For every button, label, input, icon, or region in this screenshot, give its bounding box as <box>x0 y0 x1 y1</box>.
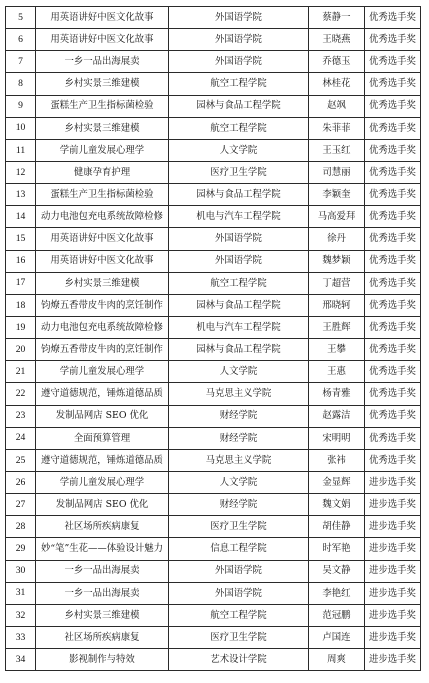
award-list-table <box>5 6 421 671</box>
college-cell: 人文学院 <box>169 471 309 493</box>
award-cell: 进步选手奖 <box>365 604 421 626</box>
project-cell: 蛋糕生产卫生指标菌检验 <box>36 95 169 117</box>
project-cell: 学前儿童发展心理学 <box>36 471 169 493</box>
project-cell: 乡村实景三维建模 <box>36 117 169 139</box>
award-cell: 优秀选手奖 <box>365 294 421 316</box>
college-cell: 园林与食品工程学院 <box>169 294 309 316</box>
table-row <box>6 449 421 471</box>
college-cell: 园林与食品工程学院 <box>169 184 309 206</box>
award-cell: 优秀选手奖 <box>365 95 421 117</box>
award-cell: 进步选手奖 <box>365 516 421 538</box>
contestant-name-cell: 金显辉 <box>309 471 365 493</box>
project-cell: 乡村实景三维建模 <box>36 73 169 95</box>
college-cell: 马克思主义学院 <box>169 449 309 471</box>
contestant-name-cell: 邢晓轲 <box>309 294 365 316</box>
award-cell: 优秀选手奖 <box>365 316 421 338</box>
college-cell: 外国语学院 <box>169 250 309 272</box>
award-cell: 进步选手奖 <box>365 582 421 604</box>
table-body <box>6 7 421 671</box>
table-row <box>6 294 421 316</box>
contestant-name-cell: 时军艳 <box>309 538 365 560</box>
college-cell: 航空工程学院 <box>169 272 309 294</box>
project-cell: 遵守道德规范，锤炼道德品质 <box>36 449 169 471</box>
project-cell: 一乡一品出海展卖 <box>36 51 169 73</box>
table-row <box>6 538 421 560</box>
award-cell: 优秀选手奖 <box>365 7 421 29</box>
award-cell: 优秀选手奖 <box>365 272 421 294</box>
project-cell: 钧燎五香带皮牛肉的烹饪制作 <box>36 339 169 361</box>
row-number-cell: 32 <box>6 604 36 626</box>
row-number-cell: 28 <box>6 516 36 538</box>
contestant-name-cell: 周爽 <box>309 649 365 671</box>
contestant-name-cell: 张祎 <box>309 449 365 471</box>
award-cell: 优秀选手奖 <box>365 139 421 161</box>
row-number-cell: 6 <box>6 29 36 51</box>
college-cell: 外国语学院 <box>169 582 309 604</box>
award-cell: 优秀选手奖 <box>365 51 421 73</box>
contestant-name-cell: 魏文娟 <box>309 494 365 516</box>
college-cell: 航空工程学院 <box>169 117 309 139</box>
table-row <box>6 626 421 648</box>
project-cell: 社区场所疾病康复 <box>36 626 169 648</box>
row-number-cell: 18 <box>6 294 36 316</box>
table-row <box>6 73 421 95</box>
award-cell: 优秀选手奖 <box>365 405 421 427</box>
college-cell: 人文学院 <box>169 361 309 383</box>
contestant-name-cell: 马高爱拜 <box>309 206 365 228</box>
project-cell: 发制品网店 SEO 优化 <box>36 405 169 427</box>
contestant-name-cell: 乔德玉 <box>309 51 365 73</box>
contestant-name-cell: 朱菲菲 <box>309 117 365 139</box>
contestant-name-cell: 杨青雅 <box>309 383 365 405</box>
college-cell: 人文学院 <box>169 139 309 161</box>
contestant-name-cell: 王攀 <box>309 339 365 361</box>
row-number-cell: 34 <box>6 649 36 671</box>
table-row <box>6 649 421 671</box>
college-cell: 航空工程学院 <box>169 73 309 95</box>
project-cell: 钧燎五香带皮牛肉的烹饪制作 <box>36 294 169 316</box>
row-number-cell: 31 <box>6 582 36 604</box>
project-cell: 影视制作与特效 <box>36 649 169 671</box>
row-number-cell: 25 <box>6 449 36 471</box>
contestant-name-cell: 卢国连 <box>309 626 365 648</box>
contestant-name-cell: 林桂花 <box>309 73 365 95</box>
table-row <box>6 383 421 405</box>
table-row <box>6 161 421 183</box>
contestant-name-cell: 吴文静 <box>309 560 365 582</box>
project-cell: 乡村实景三维建模 <box>36 272 169 294</box>
contestant-name-cell: 王惠 <box>309 361 365 383</box>
table-row <box>6 405 421 427</box>
row-number-cell: 15 <box>6 228 36 250</box>
award-cell: 优秀选手奖 <box>365 383 421 405</box>
award-cell: 优秀选手奖 <box>365 427 421 449</box>
row-number-cell: 17 <box>6 272 36 294</box>
college-cell: 马克思主义学院 <box>169 383 309 405</box>
contestant-name-cell: 范冠鹏 <box>309 604 365 626</box>
row-number-cell: 29 <box>6 538 36 560</box>
table-row <box>6 51 421 73</box>
table-row <box>6 95 421 117</box>
college-cell: 外国语学院 <box>169 51 309 73</box>
table-row <box>6 339 421 361</box>
table-row <box>6 250 421 272</box>
award-cell: 进步选手奖 <box>365 471 421 493</box>
row-number-cell: 7 <box>6 51 36 73</box>
college-cell: 财经学院 <box>169 405 309 427</box>
contestant-name-cell: 蔡静一 <box>309 7 365 29</box>
contestant-name-cell: 徐丹 <box>309 228 365 250</box>
award-cell: 进步选手奖 <box>365 560 421 582</box>
contestant-name-cell: 赵飒 <box>309 95 365 117</box>
college-cell: 财经学院 <box>169 494 309 516</box>
award-cell: 优秀选手奖 <box>365 29 421 51</box>
project-cell: 社区场所疾病康复 <box>36 516 169 538</box>
project-cell: 动力电池包充电系统故障检修 <box>36 206 169 228</box>
contestant-name-cell: 司慧丽 <box>309 161 365 183</box>
row-number-cell: 24 <box>6 427 36 449</box>
award-cell: 优秀选手奖 <box>365 73 421 95</box>
table-row <box>6 516 421 538</box>
project-cell: 遵守道德规范，锤炼道德品质 <box>36 383 169 405</box>
award-cell: 进步选手奖 <box>365 649 421 671</box>
award-cell: 优秀选手奖 <box>365 206 421 228</box>
table-row <box>6 117 421 139</box>
row-number-cell: 14 <box>6 206 36 228</box>
contestant-name-cell: 宋明明 <box>309 427 365 449</box>
table-row <box>6 139 421 161</box>
college-cell: 医疗卫生学院 <box>169 516 309 538</box>
row-number-cell: 21 <box>6 361 36 383</box>
contestant-name-cell: 王玉红 <box>309 139 365 161</box>
college-cell: 园林与食品工程学院 <box>169 95 309 117</box>
row-number-cell: 8 <box>6 73 36 95</box>
table-row <box>6 560 421 582</box>
award-cell: 优秀选手奖 <box>365 228 421 250</box>
contestant-name-cell: 丁超营 <box>309 272 365 294</box>
award-cell: 优秀选手奖 <box>365 361 421 383</box>
college-cell: 外国语学院 <box>169 560 309 582</box>
project-cell: 用英语讲好中医文化故事 <box>36 29 169 51</box>
project-cell: 用英语讲好中医文化故事 <box>36 228 169 250</box>
row-number-cell: 27 <box>6 494 36 516</box>
contestant-name-cell: 胡佳静 <box>309 516 365 538</box>
award-cell: 优秀选手奖 <box>365 250 421 272</box>
college-cell: 外国语学院 <box>169 7 309 29</box>
project-cell: 一乡一品出海展卖 <box>36 560 169 582</box>
table-row <box>6 206 421 228</box>
project-cell: 用英语讲好中医文化故事 <box>36 250 169 272</box>
college-cell: 艺术设计学院 <box>169 649 309 671</box>
project-cell: 发制品网店 SEO 优化 <box>36 494 169 516</box>
table-row <box>6 228 421 250</box>
row-number-cell: 26 <box>6 471 36 493</box>
contestant-name-cell: 王晓燕 <box>309 29 365 51</box>
award-cell: 优秀选手奖 <box>365 449 421 471</box>
table-row <box>6 7 421 29</box>
award-cell: 优秀选手奖 <box>365 161 421 183</box>
contestant-name-cell: 李颖奎 <box>309 184 365 206</box>
contestant-name-cell: 李艳红 <box>309 582 365 604</box>
project-cell: 学前儿童发展心理学 <box>36 139 169 161</box>
award-cell: 优秀选手奖 <box>365 184 421 206</box>
award-cell: 优秀选手奖 <box>365 117 421 139</box>
row-number-cell: 33 <box>6 626 36 648</box>
table-row <box>6 494 421 516</box>
row-number-cell: 22 <box>6 383 36 405</box>
row-number-cell: 11 <box>6 139 36 161</box>
row-number-cell: 30 <box>6 560 36 582</box>
table-row <box>6 316 421 338</box>
college-cell: 外国语学院 <box>169 228 309 250</box>
row-number-cell: 12 <box>6 161 36 183</box>
table-row <box>6 582 421 604</box>
project-cell: 动力电池包充电系统故障检修 <box>36 316 169 338</box>
row-number-cell: 19 <box>6 316 36 338</box>
row-number-cell: 9 <box>6 95 36 117</box>
table-row <box>6 361 421 383</box>
project-cell: 学前儿童发展心理学 <box>36 361 169 383</box>
college-cell: 信息工程学院 <box>169 538 309 560</box>
project-cell: 健康孕育护理 <box>36 161 169 183</box>
table-row <box>6 272 421 294</box>
table-row <box>6 29 421 51</box>
row-number-cell: 5 <box>6 7 36 29</box>
college-cell: 园林与食品工程学院 <box>169 339 309 361</box>
table-row <box>6 427 421 449</box>
award-cell: 进步选手奖 <box>365 626 421 648</box>
table-row <box>6 471 421 493</box>
award-cell: 优秀选手奖 <box>365 339 421 361</box>
college-cell: 机电与汽车工程学院 <box>169 206 309 228</box>
project-cell: 一乡一品出海展卖 <box>36 582 169 604</box>
college-cell: 机电与汽车工程学院 <box>169 316 309 338</box>
project-cell: 用英语讲好中医文化故事 <box>36 7 169 29</box>
project-cell: 全面预算管理 <box>36 427 169 449</box>
table-row <box>6 604 421 626</box>
row-number-cell: 13 <box>6 184 36 206</box>
college-cell: 外国语学院 <box>169 29 309 51</box>
table-row <box>6 184 421 206</box>
row-number-cell: 20 <box>6 339 36 361</box>
contestant-name-cell: 魏梦颖 <box>309 250 365 272</box>
project-cell: 乡村实景三维建模 <box>36 604 169 626</box>
project-cell: 妙“笔”生花——体验设计魅力 <box>36 538 169 560</box>
contestant-name-cell: 赵露洁 <box>309 405 365 427</box>
row-number-cell: 16 <box>6 250 36 272</box>
row-number-cell: 10 <box>6 117 36 139</box>
college-cell: 医疗卫生学院 <box>169 161 309 183</box>
college-cell: 财经学院 <box>169 427 309 449</box>
college-cell: 航空工程学院 <box>169 604 309 626</box>
contestant-name-cell: 王胜辉 <box>309 316 365 338</box>
row-number-cell: 23 <box>6 405 36 427</box>
college-cell: 医疗卫生学院 <box>169 626 309 648</box>
project-cell: 蛋糕生产卫生指标菌检验 <box>36 184 169 206</box>
award-cell: 进步选手奖 <box>365 538 421 560</box>
award-cell: 进步选手奖 <box>365 494 421 516</box>
